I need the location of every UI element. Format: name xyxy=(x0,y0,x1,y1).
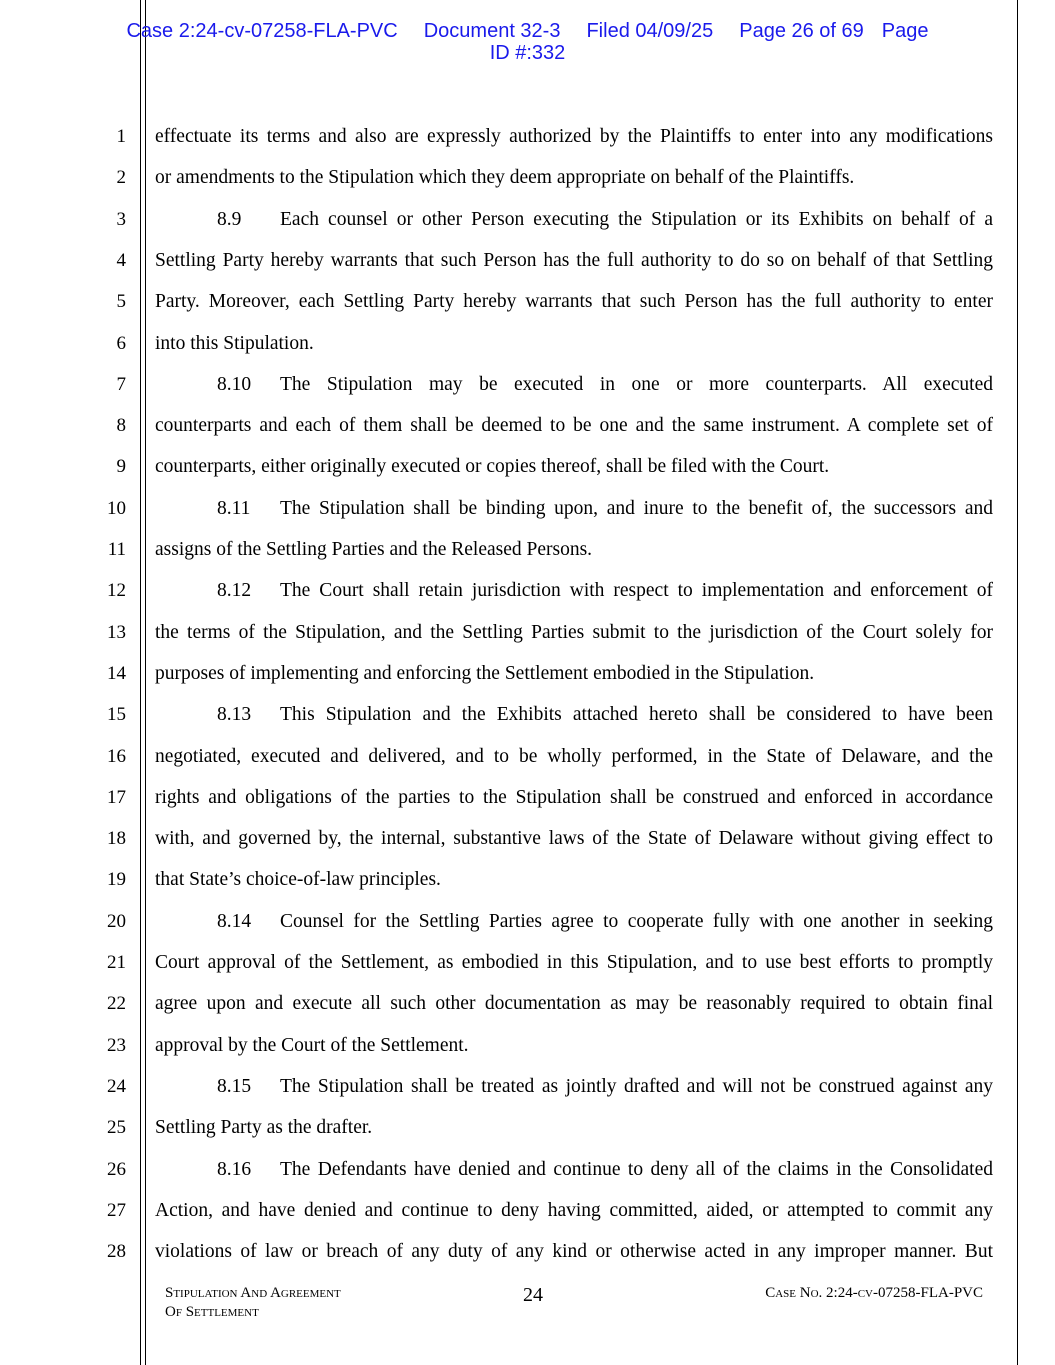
text-line xyxy=(155,1107,993,1148)
text-line xyxy=(155,983,993,1024)
text-line xyxy=(155,818,993,859)
ecf-header xyxy=(0,20,1055,64)
line-text: Court approval of the Settlement, as embodied in this Stipulation, and to use best efforts to promptly xyxy=(155,952,993,973)
line-number: 20 xyxy=(107,911,126,932)
line-number: 7 xyxy=(116,374,126,395)
line-number: 18 xyxy=(107,828,126,849)
header-filed-date: Filed 04/09/25 xyxy=(586,20,714,42)
paragraph-number: 8.10 xyxy=(217,374,252,395)
line-text: purposes of implementing and enforcing the Settlement embodied in the Stipulation. xyxy=(155,663,815,684)
text-line xyxy=(155,364,993,405)
footer-title-line-1: Stipulation And Agreement xyxy=(165,1285,341,1301)
footer-title-line-2: Of Settlement xyxy=(165,1304,259,1320)
paragraph-number: 8.14 xyxy=(217,911,252,932)
right-margin-rule xyxy=(1017,0,1018,1365)
line-text: rights and obligations of the parties to the Stipulation shall be construed and enforced in accordance xyxy=(155,787,993,808)
text-line xyxy=(155,901,993,942)
line-text: Settling Party hereby warrants that such Person has the full authority to do so on behalf of that Settling xyxy=(155,250,993,271)
text-line xyxy=(155,157,993,198)
line-number: 19 xyxy=(107,869,126,890)
line-number: 3 xyxy=(116,209,126,230)
text-line xyxy=(155,405,993,446)
line-text: or amendments to the Stipulation which they deem appropriate on behalf of the Plaintiffs. xyxy=(155,167,855,188)
text-line xyxy=(155,529,993,570)
line-number: 12 xyxy=(107,580,126,601)
line-text: counterparts, either originally executed or copies thereof, shall be filed with the Court. xyxy=(155,456,830,477)
line-number: 22 xyxy=(107,993,126,1014)
line-text: Party. Moreover, each Settling Party hereby warrants that such Person has the full authority to enter xyxy=(155,291,993,312)
line-number: 9 xyxy=(116,456,126,477)
line-number: 15 xyxy=(107,704,126,725)
text-line xyxy=(155,116,993,157)
line-number: 25 xyxy=(107,1117,126,1138)
line-number: 2 xyxy=(116,167,126,188)
text-line xyxy=(155,323,993,364)
text-line xyxy=(155,240,993,281)
line-text: Settling Party as the drafter. xyxy=(155,1117,373,1138)
text-line xyxy=(155,859,993,900)
line-text: with, and governed by, the internal, substantive laws of the State of Delaware without giving effect to xyxy=(155,828,993,849)
line-number: 5 xyxy=(116,291,126,312)
line-number: 8 xyxy=(116,415,126,436)
line-number: 16 xyxy=(107,746,126,767)
text-line xyxy=(155,1025,993,1066)
line-text: The Stipulation shall be binding upon, and inure to the benefit of, the successors and xyxy=(280,498,993,519)
line-number: 13 xyxy=(107,622,126,643)
text-line xyxy=(155,736,993,777)
footer-document-title xyxy=(165,1284,341,1322)
line-number: 1 xyxy=(116,126,126,147)
text-line xyxy=(155,488,993,529)
header-document: Document 32-3 xyxy=(423,20,561,42)
line-text: The Defendants have denied and continue to deny all of the claims in the Consolidated xyxy=(280,1159,993,1180)
line-text: The Stipulation shall be treated as jointly drafted and will not be construed against any xyxy=(280,1076,993,1097)
line-text: into this Stipulation. xyxy=(155,333,314,354)
header-case-number: Case 2:24-cv-07258-FLA-PVC xyxy=(126,20,398,42)
line-text: The Stipulation may be executed in one or more counterparts. All executed xyxy=(280,374,993,395)
header-page-id: ID #:332 xyxy=(489,42,566,64)
text-line xyxy=(155,199,993,240)
paragraph-number: 8.9 xyxy=(217,209,242,230)
line-number: 11 xyxy=(107,539,126,560)
paragraph-number: 8.13 xyxy=(217,704,252,725)
text-line xyxy=(155,570,993,611)
text-line xyxy=(155,281,993,322)
text-line xyxy=(155,1190,993,1231)
line-text: that State’s choice-of-law principles. xyxy=(155,869,441,890)
line-number: 27 xyxy=(107,1200,126,1221)
paragraph-number: 8.16 xyxy=(217,1159,252,1180)
line-text: violations of law or breach of any duty of any kind or otherwise acted in any improper manner. But xyxy=(155,1241,993,1262)
line-text: negotiated, executed and delivered, and to be wholly performed, in the State of Delaware, and the xyxy=(155,746,993,767)
line-number: 24 xyxy=(107,1076,126,1097)
line-text: This Stipulation and the Exhibits attached hereto shall be considered to have been xyxy=(280,704,993,725)
line-text: Each counsel or other Person executing the Stipulation or its Exhibits on behalf of a xyxy=(280,209,993,230)
text-line xyxy=(155,777,993,818)
footer-page-number: 24 xyxy=(523,1284,543,1306)
line-number: 17 xyxy=(107,787,126,808)
line-text: the terms of the Stipulation, and the Settling Parties submit to the jurisdiction of the Court solely for xyxy=(155,622,993,643)
header-page: Page 26 of 69 xyxy=(739,20,864,42)
line-text: assigns of the Settling Parties and the Released Persons. xyxy=(155,539,593,560)
text-line xyxy=(155,1066,993,1107)
line-text: counterparts and each of them shall be deemed to be one and the same instrument. A complete set of xyxy=(155,415,993,436)
line-number: 21 xyxy=(107,952,126,973)
text-line xyxy=(155,1149,993,1190)
text-line xyxy=(155,694,993,735)
line-text: Counsel for the Settling Parties agree to cooperate fully with one another in seeking xyxy=(280,911,993,932)
line-number: 14 xyxy=(107,663,126,684)
text-line xyxy=(155,612,993,653)
line-text: approval by the Court of the Settlement. xyxy=(155,1035,469,1056)
header-page-id-label: Page xyxy=(881,20,929,42)
text-line xyxy=(155,1231,993,1272)
paragraph-number: 8.12 xyxy=(217,580,252,601)
line-text: agree upon and execute all such other documentation as may be reasonably required to obtain final xyxy=(155,993,993,1014)
line-text: effectuate its terms and also are expressly authorized by the Plaintiffs to enter into any modifications xyxy=(155,126,993,147)
line-number: 26 xyxy=(107,1159,126,1180)
text-line xyxy=(155,653,993,694)
footer-case-number: Case No. 2:24-cv-07258-FLA-PVC xyxy=(765,1285,983,1301)
text-line xyxy=(155,446,993,487)
paragraph-number: 8.11 xyxy=(217,498,251,519)
paragraph-number: 8.15 xyxy=(217,1076,252,1097)
text-line xyxy=(155,942,993,983)
line-text: Action, and have denied and continue to deny having committed, aided, or attempted to commit any xyxy=(155,1200,993,1221)
line-number: 23 xyxy=(107,1035,126,1056)
line-number: 6 xyxy=(116,333,126,354)
line-number: 10 xyxy=(107,498,126,519)
line-number: 4 xyxy=(116,250,126,271)
left-margin-rule-inner xyxy=(145,0,146,1365)
left-margin-rule-outer xyxy=(140,0,141,1365)
line-number: 28 xyxy=(107,1241,126,1262)
line-text: The Court shall retain jurisdiction with respect to implementation and enforcement of xyxy=(280,580,993,601)
